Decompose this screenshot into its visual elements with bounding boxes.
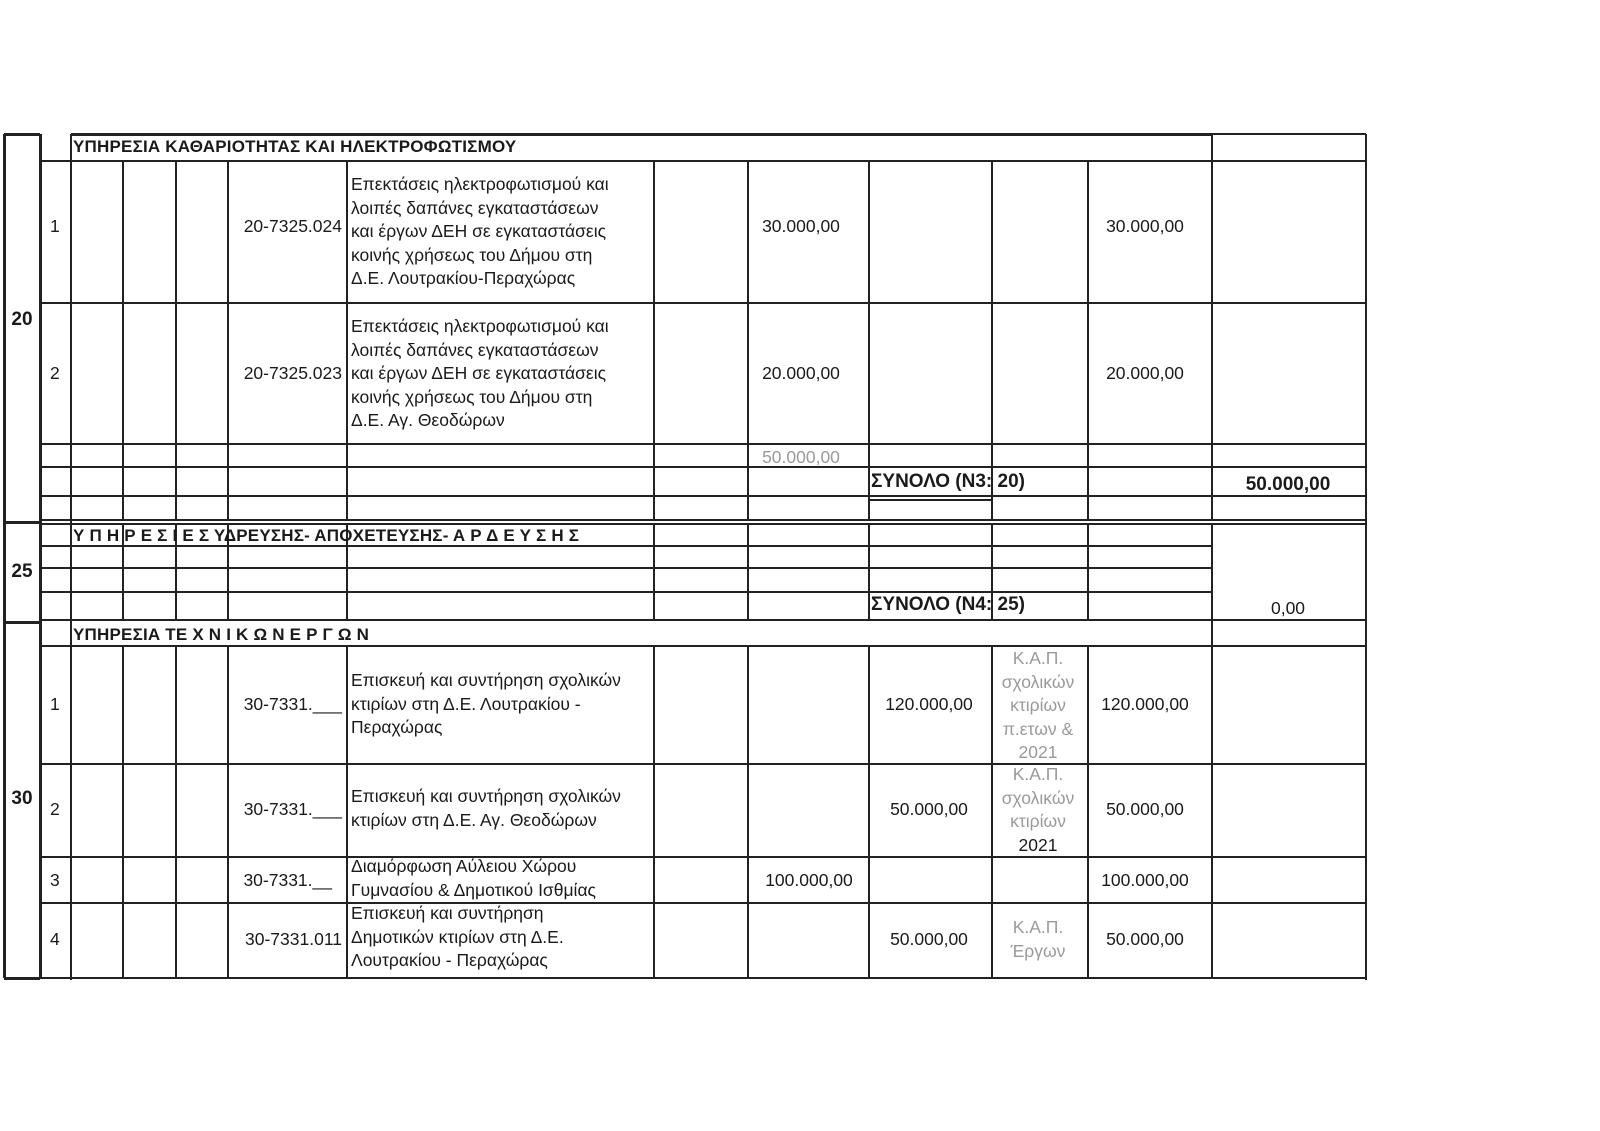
funding-source: Κ.Α.Π. Έργων xyxy=(1010,917,1066,961)
row-total: 30.000,00 xyxy=(1106,216,1184,236)
section-code-30: 30 xyxy=(11,788,33,809)
grid-line xyxy=(40,567,1212,568)
amount-a: 30.000,00 xyxy=(762,216,840,236)
amount-b: 50.000,00 xyxy=(890,929,968,949)
grid-line xyxy=(40,856,1366,857)
section-title-water: Υ Π Η Ρ Ε Σ Ι Ε Σ ΥΔΡΕΥΣΗΣ- ΑΠΟΧΕΤΕΥΣΗΣ- Α Ρ Δ Ε Υ Σ Η Σ xyxy=(73,526,580,545)
grid-line xyxy=(868,161,869,520)
grid-line xyxy=(3,134,6,978)
account-code: 20-7325.023 xyxy=(243,363,342,383)
row-total: 50.000,00 xyxy=(1106,799,1184,819)
grid-line xyxy=(4,133,40,136)
grid-line xyxy=(869,499,992,500)
section-title-technical-works: ΥΠΗΡΕΣΙΑ ΤΕ Χ Ν Ι Κ Ω Ν Ε Ρ Γ Ω Ν xyxy=(73,625,370,644)
section-title-cleaning: ΥΠΗΡΕΣΙΑ ΚΑΘΑΡΙΟΤΗΤΑΣ ΚΑΙ ΗΛΕΚΤΡΟΦΩΤΙΣΜΟΥ xyxy=(73,137,517,156)
account-code: 30-7331.___ xyxy=(243,694,342,714)
row-description: Διαμόρφωση Αύλειου Χώρου Γυμνασίου & Δημοτικού Ισθμίας xyxy=(351,856,596,900)
row-number: 1 xyxy=(50,216,60,236)
amount-b: 50.000,00 xyxy=(890,799,968,819)
grid-line xyxy=(1211,524,1212,546)
grid-line xyxy=(122,646,123,978)
funding-source: Κ.Α.Π. σχολικών κτιρίων 2021 xyxy=(1001,764,1075,855)
row-number: 2 xyxy=(50,799,60,819)
section-total-value: 0,00 xyxy=(1270,598,1306,618)
grid-line xyxy=(39,134,42,978)
grid-line xyxy=(1211,161,1212,520)
grid-line xyxy=(653,646,654,978)
grid-line xyxy=(747,646,748,978)
grid-line xyxy=(40,302,1366,303)
funding-source: Κ.Α.Π. σχολικών κτιρίων π.ετων & 2021 xyxy=(1001,648,1075,762)
grid-line xyxy=(747,524,748,620)
grid-line xyxy=(40,160,1366,162)
subtotal-faint: 50.000,00 xyxy=(762,447,840,467)
grid-line xyxy=(653,161,654,520)
section-total-label: ΣΥΝΟΛΟ (Ν4: 25) xyxy=(871,594,1025,615)
row-number: 1 xyxy=(50,694,60,714)
grid-line xyxy=(868,524,869,620)
grid-line xyxy=(40,902,1366,903)
grid-line xyxy=(40,763,1366,764)
row-description: Επισκευή και συντήρηση σχολικών κτιρίων στη Δ.Ε. Λουτρακίου - Περαχώρας xyxy=(351,670,621,737)
grid-line xyxy=(4,621,40,624)
grid-line xyxy=(175,161,176,520)
grid-line xyxy=(1212,133,1366,134)
grid-line xyxy=(1087,524,1088,620)
grid-line xyxy=(653,524,654,620)
grid-line xyxy=(4,521,40,524)
account-code: 30-7331.___ xyxy=(243,799,342,819)
section-code-20: 20 xyxy=(11,309,33,330)
amount-a: 20.000,00 xyxy=(762,363,840,383)
grid-line xyxy=(346,161,347,520)
grid-line xyxy=(175,646,176,978)
grid-line xyxy=(869,495,992,496)
account-code: 30-7331.011 xyxy=(245,929,342,949)
row-number: 4 xyxy=(50,929,60,949)
grid-line xyxy=(1211,134,1212,161)
grid-line xyxy=(40,466,1366,467)
row-description: Επισκευή και συντήρηση σχολικών κτιρίων στη Δ.Ε. Αγ. Θεοδώρων xyxy=(351,786,621,830)
row-description: Επισκευή και συντήρηση Δημοτικών κτιρίων στη Δ.Ε. Λουτρακίου - Περαχώρας xyxy=(351,903,564,970)
grid-line xyxy=(40,591,1212,592)
row-total: 120.000,00 xyxy=(1101,694,1189,714)
account-code: 30-7331.__ xyxy=(243,870,332,890)
grid-line xyxy=(122,161,123,520)
grid-line xyxy=(40,977,1366,979)
amount-a: 100.000,00 xyxy=(765,870,853,890)
grid-line xyxy=(346,646,347,978)
grid-line xyxy=(1211,646,1212,978)
grid-line xyxy=(1365,134,1367,980)
grid-line xyxy=(4,977,40,980)
grid-line xyxy=(40,495,1366,497)
grid-line xyxy=(40,443,1366,444)
row-number: 3 xyxy=(50,870,60,890)
row-description: Επεκτάσεις ηλεκτροφωτισμού και λοιπές δαπάνες εγκαταστάσεων και έργων ΔΕΗ σε εγκαταστάσεις κοινής χρήσεως του Δήμου στη Δ.Ε. Λουτρακίου-Περαχώρας xyxy=(351,174,609,288)
row-total: 100.000,00 xyxy=(1101,870,1189,890)
row-description: Επεκτάσεις ηλεκτροφωτισμού και λοιπές δαπάνες εγκαταστάσεων και έργων ΔΕΗ σε εγκαταστάσεις κοινής χρήσεως του Δήμου στη Δ.Ε. Αγ. Θεοδώρων xyxy=(351,316,609,430)
row-total: 50.000,00 xyxy=(1106,929,1184,949)
grid-line xyxy=(1211,620,1212,646)
row-total: 20.000,00 xyxy=(1106,363,1184,383)
row-number: 2 xyxy=(50,363,60,383)
account-code: 20-7325.024 xyxy=(243,216,342,236)
amount-b: 120.000,00 xyxy=(885,694,973,714)
grid-line xyxy=(40,619,1366,622)
grid-line xyxy=(40,519,1366,521)
section-code-25: 25 xyxy=(11,561,33,582)
section-total-label: ΣΥΝΟΛΟ (Ν3: 20) xyxy=(871,471,1025,492)
grid-line xyxy=(70,134,71,980)
grid-line xyxy=(991,161,992,520)
section-total-value: 50.000,00 xyxy=(1245,474,1331,495)
